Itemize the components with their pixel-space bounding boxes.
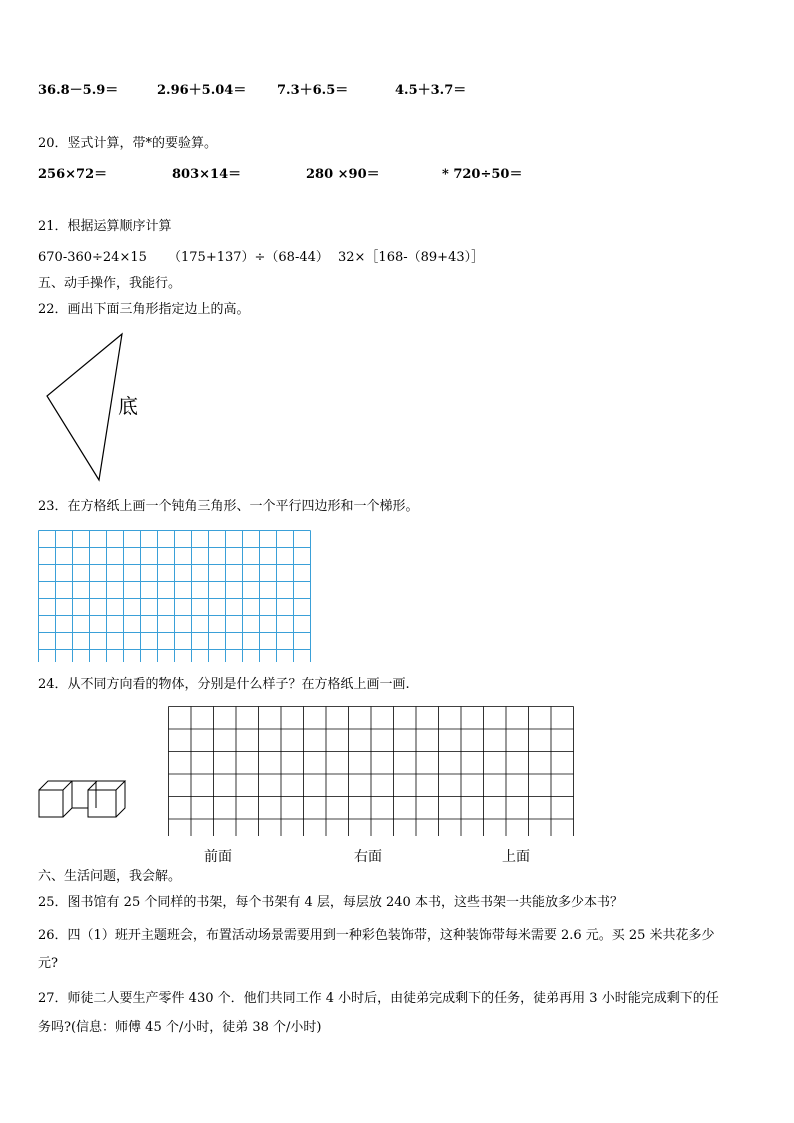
q21-item-2: （175+137）÷（68-44） [168,250,329,265]
cube-front-face [39,790,63,817]
oral-calc-1: 36.8－5.9＝ [38,83,119,98]
section-6-heading: 六、生活问题，我会解。 [38,869,182,884]
q26-line-2: 元? [38,956,58,971]
oral-calc-3: 7.3＋6.5＝ [277,83,349,98]
q20-item-2: 803×14＝ [172,167,242,182]
q23-title: 23．在方格纸上画一个钝角三角形、一个平行四边形和一个梯形。 [38,499,419,514]
oral-calc-2: 2.96＋5.04＝ [157,83,247,98]
q20-item-1: 256×72＝ [38,167,108,182]
q27-line-1: 27．师徒二人要生产零件 430 个．他们共同工作 4 小时后，由徒弟完成剩下的任务，徒弟再用 3 小时能完成剩下的任 [38,991,719,1006]
q20-item-4: * 720÷50＝ [442,167,523,182]
base-label: 底 [118,394,138,418]
triangle-figure [40,328,170,488]
section-5-heading: 五、动手操作，我能行。 [38,276,182,291]
cube-blocks-figure [38,779,138,821]
q21-item-1: 670-360÷24×15 [38,250,147,265]
q21-title: 21．根据运算顺序计算 [38,219,172,234]
view-label-right: 右面 [354,849,382,865]
q20-item-3: 280 ×90＝ [306,167,380,182]
q26-line-1: 26．四（1）班开主题班会，布置活动场景需要用到一种彩色装饰带，这种装饰带每米需要 2.6 元。买 25 米共花多少 [38,928,715,943]
q20-title: 20．竖式计算，带*的要验算。 [38,136,218,151]
q24-title: 24．从不同方向看的物体，分别是什么样子？在方格纸上画一画. [38,677,410,692]
triangle-shape [47,334,122,480]
q23-grid-paper[interactable] [38,530,314,662]
view-label-front: 前面 [204,849,232,865]
q21-item-3: 32×［168-（89+43）］ [338,250,485,265]
oral-calc-4: 4.5＋3.7＝ [395,83,467,98]
q24-grid-paper[interactable] [168,706,574,836]
q25-text: 25．图书馆有 25 个同样的书架，每个书架有 4 层，每层放 240 本书，这些书架一共能放多少本书？ [38,895,623,910]
cube-front-face [88,790,116,817]
q27-line-2: 务吗?(信息：师傅 45 个/小时，徒弟 38 个/小时) [38,1020,322,1035]
view-label-top: 上面 [502,849,530,865]
q22-title: 22．画出下面三角形指定边上的高。 [38,302,250,317]
